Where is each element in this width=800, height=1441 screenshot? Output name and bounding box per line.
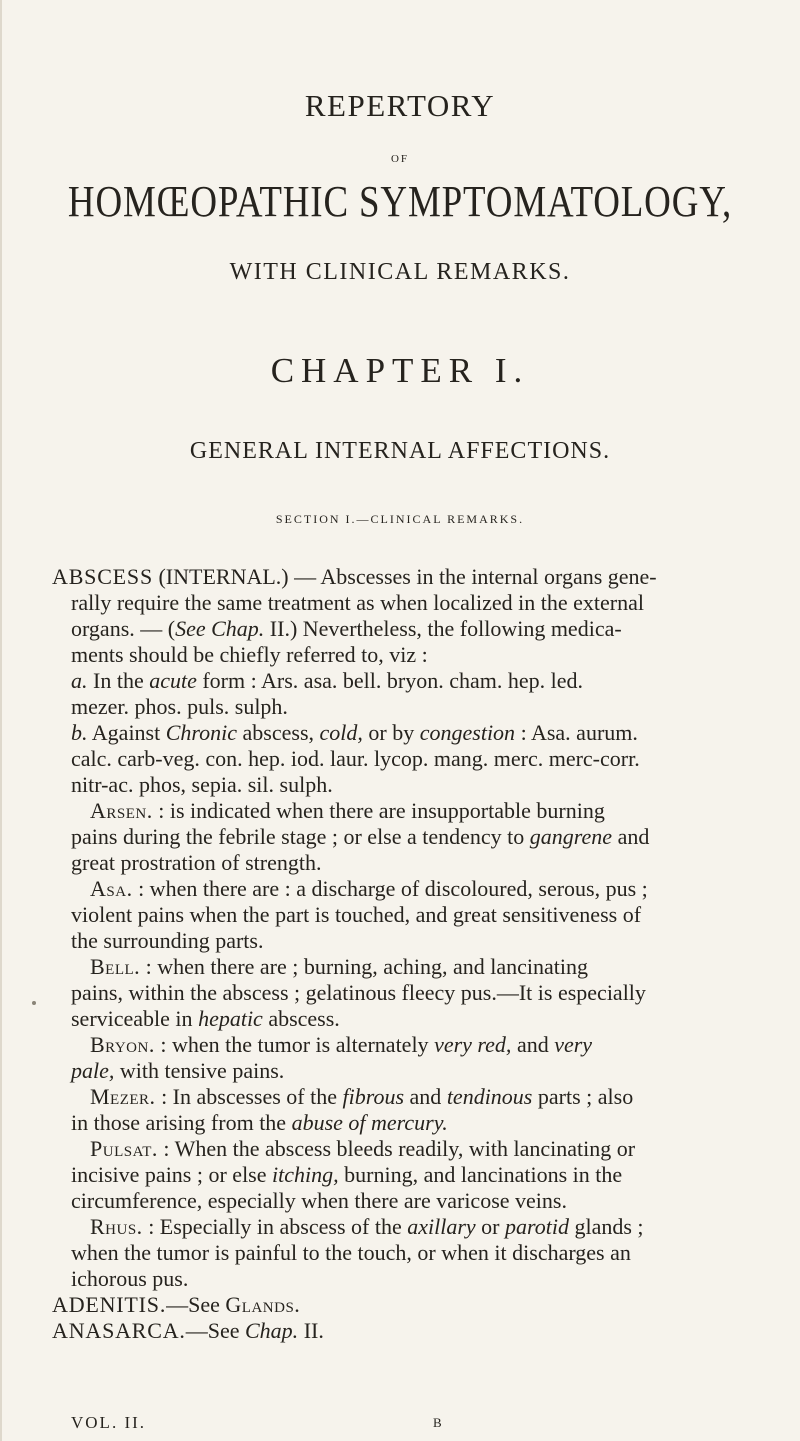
text-line: in those arising from the abuse of mercury. (71, 1110, 448, 1135)
volume-label: VOL. II. (71, 1413, 147, 1432)
remedy-name: Arsen. (90, 798, 153, 823)
text-line: nitr-ac. phos, sepia. sil. sulph. (71, 772, 333, 797)
title-repertory: REPERTORY (304, 88, 496, 123)
remedy-name: Asa. (90, 876, 133, 901)
text-line: pains, within the abscess ; gelatinous fleecy pus.—It is especially (71, 980, 646, 1005)
remedy-name: Bryon. (90, 1032, 155, 1057)
text-line: mezer. phos. puls. sulph. (71, 694, 288, 719)
text-line: great prostration of strength. (71, 850, 322, 875)
text-line: Asa. : when there are : a discharge of discoloured, serous, pus ; (90, 876, 648, 901)
ink-speck (32, 1001, 36, 1005)
section-heading: SECTION I.—CLINICAL REMARKS. (275, 512, 525, 526)
text-line: incisive pains ; or else itching, burning, and lancinations in the (71, 1162, 623, 1187)
page-edge (0, 0, 2, 1441)
chapter-heading: CHAPTER I. (270, 351, 530, 390)
remedy-name: Pulsat. (90, 1136, 158, 1161)
signature-mark: B (433, 1415, 444, 1430)
text-line: pains during the febrile stage ; or else a tendency to gangrene and (71, 824, 650, 849)
text-line: circumference, especially when there are varicose veins. (71, 1188, 567, 1213)
title-clinical-remarks: WITH CLINICAL REMARKS. (229, 259, 571, 285)
text-line: the surrounding parts. (71, 928, 264, 953)
text-line: b. Against Chronic abscess, cold, or by congestion : Asa. aurum. (71, 720, 638, 745)
entry-heading: ABSCESS (52, 564, 153, 589)
text-line: Mezer. : In abscesses of the fibrous and tendinous parts ; also (90, 1084, 634, 1109)
text-line: ABSCESS (INTERNAL.) — Abscesses in the internal organs gene- (52, 564, 657, 589)
remedy-name: Bell. (90, 954, 141, 979)
text-line: ichorous pus. (71, 1266, 189, 1291)
remedy-name: Rhus. (90, 1214, 143, 1239)
text-line: when the tumor is painful to the touch, or when it discharges an (71, 1240, 631, 1265)
title-of: OF (390, 153, 410, 165)
text-line: Pulsat. : When the abscess bleeds readily, with lancinating or (90, 1136, 636, 1161)
text-line: ments should be chiefly referred to, viz : (71, 642, 428, 667)
text-line: Bell. : when there are ; burning, aching, and lancinating (90, 954, 588, 979)
cross-reference: Glands. (225, 1292, 301, 1317)
text-line: ANASARCA.—See Chap. II. (52, 1318, 324, 1343)
chapter-subject: GENERAL INTERNAL AFFECTIONS. (189, 438, 611, 464)
text-line: ADENITIS.—See Glands. (52, 1292, 301, 1317)
text-line: organs. — (See Chap. II.) Nevertheless, the following medica- (71, 616, 622, 641)
text-line: Rhus. : Especially in abscess of the axillary or parotid glands ; (90, 1214, 644, 1239)
entry-heading: ANASARCA. (52, 1318, 186, 1343)
text-line: serviceable in hepatic abscess. (71, 1006, 340, 1031)
entry-heading: ADENITIS. (52, 1292, 167, 1317)
text-line: a. In the acute form : Ars. asa. bell. bryon. cham. hep. led. (71, 668, 583, 693)
text-line: rally require the same treatment as when localized in the external (71, 590, 644, 615)
text-line: Arsen. : is indicated when there are insupportable burning (90, 798, 605, 823)
text-line: violent pains when the part is touched, and great sensitiveness of (71, 902, 642, 927)
text-line: pale, with tensive pains. (71, 1058, 285, 1083)
text-line: calc. carb-veg. con. hep. iod. laur. lycop. mang. merc. merc-corr. (71, 746, 640, 771)
remedy-name: Mezer. (90, 1084, 156, 1109)
title-homoeopathic-symptomatology: HOMŒOPATHIC SYMPTOMATOLOGY, (67, 177, 733, 226)
text-line: Bryon. : when the tumor is alternately very red, and very (90, 1032, 593, 1057)
